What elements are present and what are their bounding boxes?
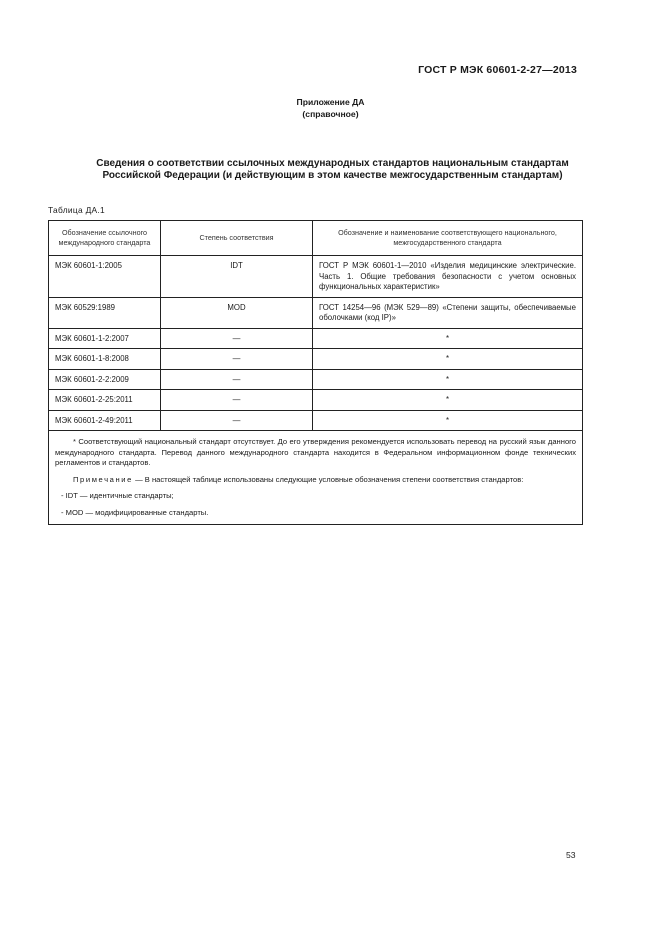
national-standard-cell: ГОСТ Р МЭК 60601-1—2010 «Изделия медицинские электрические. Часть 1. Общие требования безопасности с учетом основных функциональных характеристик» [313,256,583,298]
national-standard-cell: * [313,328,583,349]
reference-standard-cell: МЭК 60601-1-2:2007 [49,328,161,349]
reference-standard-cell: МЭК 60601-1:2005 [49,256,161,298]
national-standard-cell: ГОСТ 14254—96 (МЭК 529—89) «Степени защиты, обеспечиваемые оболочками (код IP)» [313,297,583,328]
standards-correspondence-table [48,220,583,525]
degree-cell: — [161,349,313,370]
appendix-block [0,96,661,120]
table-footnote-cell [49,431,583,525]
section-heading-line-1: Сведения о соответствии ссылочных международных стандартов национальным стандартам [96,158,569,169]
degree-cell: — [161,369,313,390]
degree-cell: MOD [161,297,313,328]
degree-cell: — [161,410,313,431]
degree-cell: IDT [161,256,313,298]
legend-item-mod: - MOD — модифицированные стандарты. [61,507,209,517]
table-row [49,328,583,349]
section-heading-line-2: Российской Федерации (и действующим в этом качестве межгосударственным стандартам) [102,170,563,181]
table-header-row [49,221,583,256]
table-note [55,475,576,486]
column-header-degree: Степень соответствия [161,221,313,256]
national-standard-cell: * [313,349,583,370]
reference-standard-cell: МЭК 60529:1989 [49,297,161,328]
table-row [49,369,583,390]
section-heading [48,158,617,182]
reference-standard-cell: МЭК 60601-1-8:2008 [49,349,161,370]
table-row [49,390,583,411]
column-header-reference-standard: Обозначение ссылочного международного стандарта [49,221,161,256]
table-row [49,410,583,431]
reference-standard-cell: МЭК 60601-2-49:2011 [49,410,161,431]
appendix-title: Приложение ДА [296,97,365,107]
table-footnote-row [49,431,583,525]
legend-item-idt: - IDT — идентичные стандарты; [61,491,174,500]
national-standard-cell: * [313,410,583,431]
degree-cell: — [161,390,313,411]
table-row [49,256,583,298]
note-text: — В настоящей таблице использованы следующие условные обозначения степени соответствия стандартов: [135,474,524,484]
document-header-standard-id: ГОСТ Р МЭК 60601-2-27—2013 [418,64,577,76]
page-number: 53 [566,850,576,860]
appendix-subtitle: (справочное) [302,109,359,119]
column-header-national-standard: Обозначение и наименование соответствующего национального, межгосударственного стандарта [313,221,583,256]
degree-cell: — [161,328,313,349]
national-standard-cell: * [313,369,583,390]
note-label: Примечание [73,474,133,484]
table-row [49,297,583,328]
table-footnote: * Соответствующий национальный стандарт отсутствует. До его утверждения рекомендуется использовать перевод на русский язык данного международного стандарта. Перевод данного международного стандарта находится в Федеральном информационном фонде технических регламентов и стандартов. [55,437,576,467]
reference-standard-cell: МЭК 60601-2-2:2009 [49,369,161,390]
table-caption: Таблица ДА.1 [48,205,106,215]
reference-standard-cell: МЭК 60601-2-25:2011 [49,390,161,411]
table-row [49,349,583,370]
national-standard-cell: * [313,390,583,411]
